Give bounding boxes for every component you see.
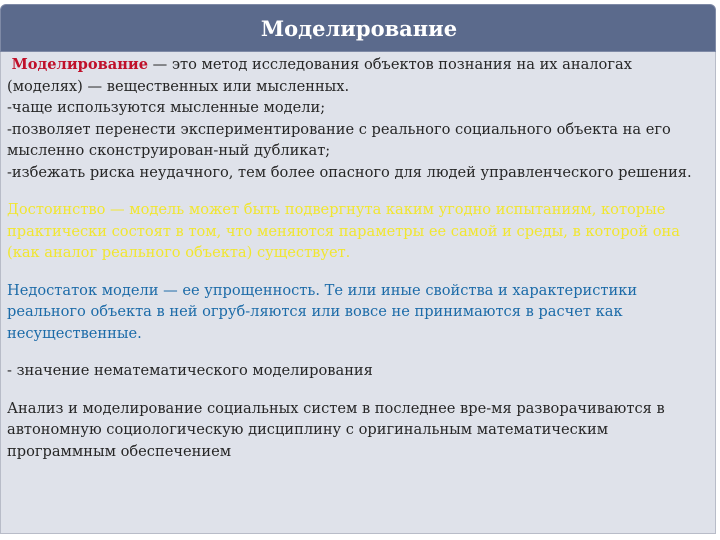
bullet-item: -чаще используются мысленные модели; (7, 99, 326, 116)
bottom-border (0, 528, 716, 534)
analysis-paragraph: Анализ и моделирование социальных систем в последнее вре-мя разворачиваются в автономную социологическую дисциплину с оригинальным математическим программным обеспечением (7, 399, 665, 460)
note-line: - значение нематематического моделирования (7, 362, 373, 379)
bullet-item: -избежать риска неудачного, тем более опасного для людей управленческого решения. (7, 163, 692, 181)
definition-text: — это метод исследования объектов познания на их аналогах (моделях) — вещественных или мысленных. (7, 56, 632, 95)
bullet-item: -позволяет перенести экспериментирование с реального социального объекта на его мысленно сконструирован-ный дубликат; (7, 120, 671, 159)
advantage-paragraph: Достоинство — модель может быть подвергнута каким угодно испытаниям, которые практически состоят в том, что меняются параметры ее самой и среды, в которой она (как аналог реального объекта) существует. (7, 201, 680, 261)
slide-title: Моделирование (260, 16, 458, 41)
disadvantage-paragraph: Недостаток модели — ее упрощенность. Те или иные свойства и характеристики реального объекта в ней огруб-ляются или вовсе не принимаются в расчет как несущественные. (7, 281, 638, 342)
definition-term: Моделирование (11, 56, 148, 73)
definition-paragraph (7, 54, 709, 97)
slide-content (0, 52, 716, 528)
title-bar (0, 4, 716, 52)
